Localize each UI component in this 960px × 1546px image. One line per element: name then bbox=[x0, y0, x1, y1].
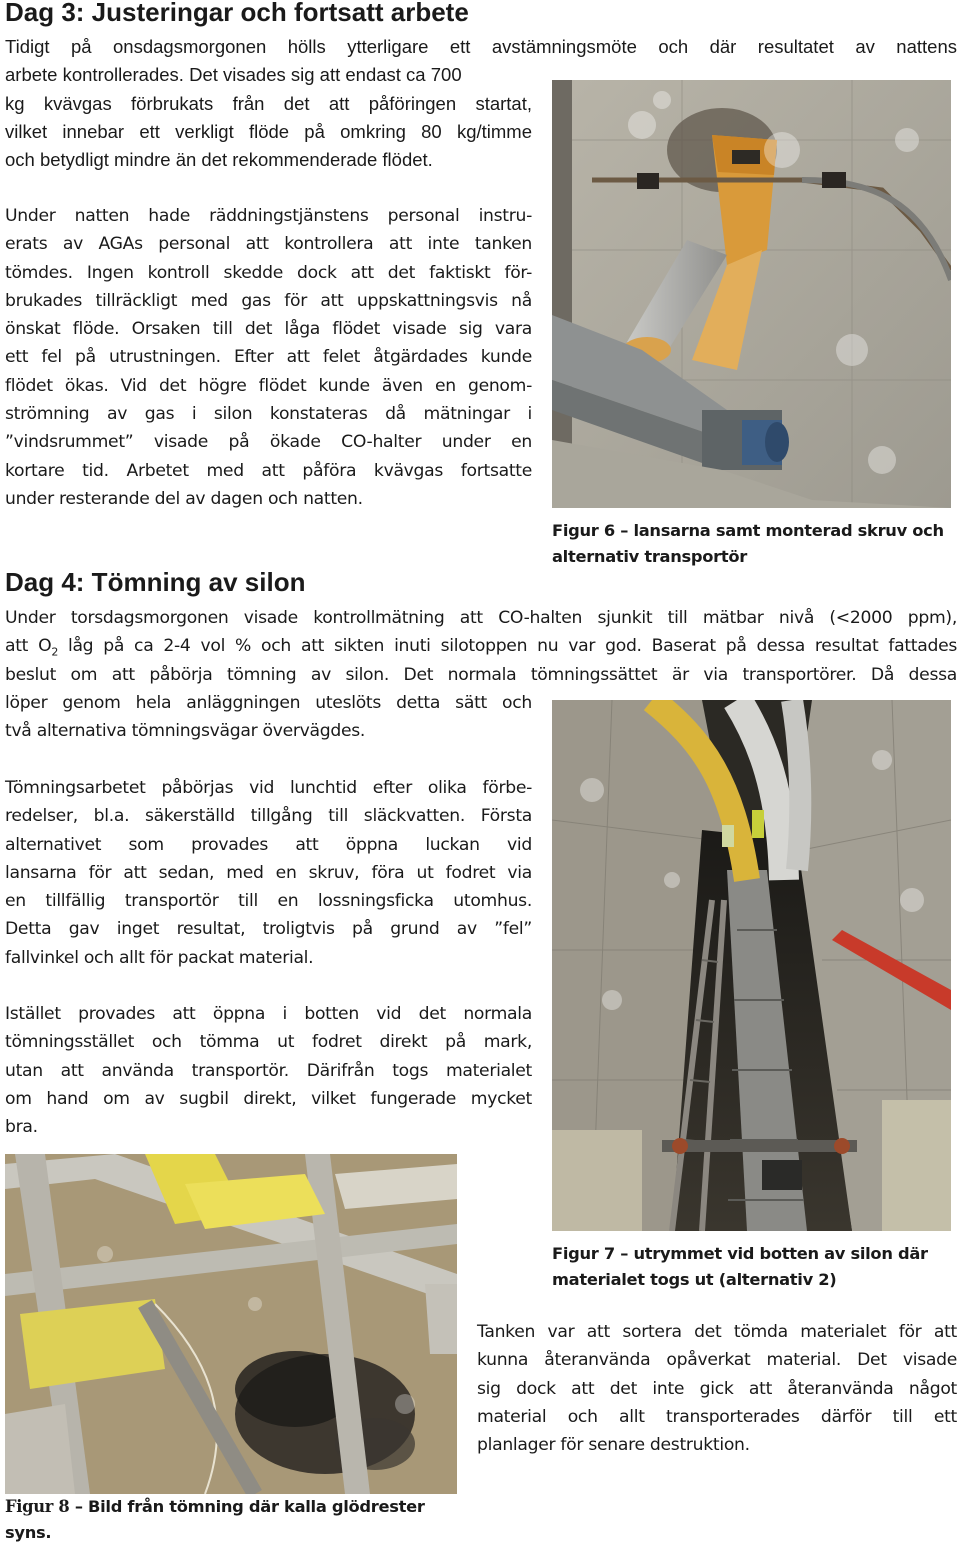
caption-line bbox=[5, 1494, 425, 1520]
figure-7-caption bbox=[552, 1241, 928, 1293]
day4-paragraph-3 bbox=[5, 1000, 532, 1141]
caption-line: Figur 6 – lansarna samt monterad skruv och bbox=[552, 521, 944, 540]
text-line: utan att använda transportör. Därifrån togs materialet bbox=[5, 1060, 532, 1081]
text-line: erats av AGAs personal att kontrollera att inte tanken bbox=[5, 234, 532, 255]
caption-text: – Bild från tömning där kalla glödrester bbox=[69, 1497, 425, 1516]
day3-heading: Dag 3: Justeringar och fortsatt arbete bbox=[5, 0, 469, 27]
text-line: Detta gav inget resultat, troligtvis på grund av ”fel” bbox=[5, 919, 532, 940]
text-line: brukades tillräckligt med gas för att uppskattningsvis nå bbox=[5, 290, 532, 311]
text-line: och betydligt mindre än det rekommenderade flödet. bbox=[5, 149, 433, 171]
text-line: ”vindsrummet” visade på ökade CO-halter under en bbox=[5, 432, 532, 453]
text-line: sig dock att det inte gick att återanvända något bbox=[477, 1378, 957, 1399]
text-segment: låg på ca 2-4 vol % och att sikten inuti silotoppen nu var god. Baserat på dessa resultat fattades bbox=[58, 636, 957, 657]
text-line: kunna återanvända opåverkat material. Det visade bbox=[477, 1350, 957, 1371]
text-line: tömdes. Ingen kontroll skedde dock att det faktiskt för- bbox=[5, 262, 532, 283]
caption-line: alternativ transportör bbox=[552, 547, 747, 566]
text-line: alternativet som provades att öppna luckan vid bbox=[5, 834, 532, 855]
caption-line: syns. bbox=[5, 1523, 52, 1542]
text-line: önskat flöde. Orsaken till det låga flödet visade sig vara bbox=[5, 319, 532, 340]
text-line: flödet ökas. Vid det högre flödet kunde även en genom- bbox=[5, 375, 532, 396]
text-line: vilket innebar ett verkligt flöde på omkring 80 kg/timme bbox=[5, 120, 532, 142]
text-line: lansarna för att sedan, med en skruv, föra ut fodret via bbox=[5, 862, 532, 883]
text-line: Under torsdagsmorgonen visade kontrollmätning att CO-halten sjunkit till mätbar nivå (<2000 ppm), bbox=[5, 608, 957, 628]
text-line: kg kvävgas förbrukats från det att påföringen startat, bbox=[5, 92, 532, 114]
text-line: Tidigt på onsdagsmorgonen hölls ytterligare ett avstämningsmöte och där resultatet av nattens bbox=[5, 36, 957, 57]
text-line: en tillfällig transportör till en lossningsficka utomhus. bbox=[5, 891, 532, 912]
day4-paragraph-4 bbox=[477, 1318, 957, 1459]
figure-8-photo bbox=[5, 1154, 457, 1494]
text-segment: att O bbox=[5, 636, 52, 657]
text-line: tömningsstället och tömma ut fodret direkt på mark, bbox=[5, 1032, 532, 1053]
figure-6-caption bbox=[552, 518, 944, 570]
text-line: material och allt transporterades därför till ett bbox=[477, 1406, 957, 1427]
text-line: ett fel på utrustningen. Efter att felet åtgärdades kunde bbox=[5, 347, 532, 368]
text-line: Tömningsarbetet påbörjas vid lunchtid efter olika förbe- bbox=[5, 778, 532, 798]
subscript: 2 bbox=[51, 645, 59, 659]
figure-8-caption bbox=[5, 1494, 425, 1546]
text-line: två alternativa tömningsvägar övervägdes. bbox=[5, 721, 366, 742]
text-line bbox=[5, 632, 957, 660]
text-line: löper genom hela anläggningen uteslöts detta sätt och bbox=[5, 692, 532, 713]
day4-paragraph-2 bbox=[5, 774, 532, 972]
caption-label: Figur 8 bbox=[5, 1497, 70, 1516]
day3-paragraph-2 bbox=[5, 202, 532, 513]
text-line: under resterande del av dagen och natten. bbox=[5, 488, 363, 509]
text-line: fallvinkel och allt för packat material. bbox=[5, 947, 314, 968]
text-line: beslut om att påbörja tömning av silon. Det normala tömningssättet är via transportörer. Då dessa bbox=[5, 664, 957, 685]
text-line: arbete kontrollerades. Det visades sig att endast ca 700 bbox=[5, 64, 462, 86]
text-line: redelser, bl.a. säkerställd tillgång till släckvatten. Första bbox=[5, 806, 532, 827]
text-line: om hand om av sugbil direkt, vilket fungerade mycket bbox=[5, 1088, 532, 1109]
text-line: bra. bbox=[5, 1117, 38, 1138]
figure-7-photo bbox=[552, 700, 951, 1231]
text-line: Istället provades att öppna i botten vid det normala bbox=[5, 1004, 532, 1024]
text-line: Tanken var att sortera det tömda materialet för att bbox=[477, 1322, 957, 1342]
text-line: Under natten hade räddningstjänstens personal instru- bbox=[5, 206, 532, 226]
text-line: planlager för senare destruktion. bbox=[477, 1435, 750, 1456]
text-line: kortare tid. Arbetet med att påföra kvävgas fortsatte bbox=[5, 460, 532, 481]
day4-heading: Dag 4: Tömning av silon bbox=[5, 567, 306, 597]
caption-line: materialet togs ut (alternativ 2) bbox=[552, 1270, 837, 1289]
caption-line: Figur 7 – utrymmet vid botten av silon där bbox=[552, 1244, 928, 1263]
text-line: strömning av gas i silon konstateras då mätningar i bbox=[5, 404, 532, 425]
figure-6-photo bbox=[552, 80, 951, 508]
